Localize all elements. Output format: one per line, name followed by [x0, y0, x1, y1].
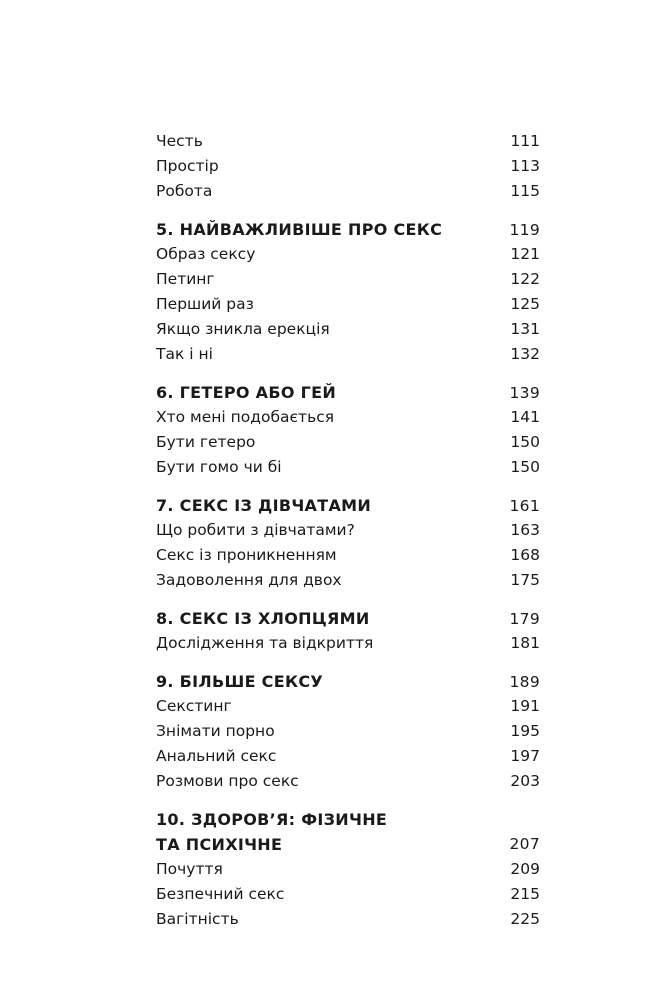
toc-entry-title: Задоволення для двох [156, 571, 342, 589]
toc-entry-title: Знімати порно [156, 722, 275, 740]
toc-entry-title: Анальний секс [156, 747, 277, 765]
toc-entry[interactable] [156, 543, 540, 568]
toc-entry-title: Секстинг [156, 697, 232, 715]
toc-entry-page: 115 [510, 182, 540, 200]
chapter-page: 179 [509, 610, 540, 628]
toc-entry-page: 113 [510, 157, 540, 175]
toc-entry-page: 163 [510, 521, 540, 539]
toc-chapter-7 [156, 493, 540, 593]
toc-entry-title: Безпечний секс [156, 885, 285, 903]
toc-entry-page: 225 [510, 910, 540, 928]
chapter-heading[interactable] [156, 380, 540, 405]
chapter-title-line-1: 10. ЗДОРОВ’Я: ФІЗИЧНЕ [156, 810, 388, 829]
toc-entry[interactable] [156, 154, 540, 179]
toc-entry[interactable] [156, 342, 540, 367]
toc-entry[interactable] [156, 518, 540, 543]
toc-entry[interactable] [156, 631, 540, 656]
toc-entry[interactable] [156, 455, 540, 480]
toc-entry[interactable] [156, 292, 540, 317]
toc-entry-page: 175 [510, 571, 540, 589]
chapter-title: 5. НАЙВАЖЛИВІШЕ ПРО СЕКС [156, 220, 443, 239]
toc-entry[interactable] [156, 857, 540, 882]
toc-entry[interactable] [156, 317, 540, 342]
toc-entry-title: Що робити з дівчатами? [156, 521, 355, 539]
toc-entry-title: Розмови про секс [156, 772, 299, 790]
chapter-title: 7. СЕКС ІЗ ДІВЧАТАМИ [156, 496, 372, 515]
toc-entry-page: 132 [510, 345, 540, 363]
toc-chapter-6 [156, 380, 540, 480]
toc-entry-page: 209 [510, 860, 540, 878]
toc-entry-page: 122 [510, 270, 540, 288]
toc-entry-title: Честь [156, 132, 203, 150]
toc-entry-page: 195 [510, 722, 540, 740]
toc-entry[interactable] [156, 769, 540, 794]
toc-entry-page: 215 [510, 885, 540, 903]
toc-entry[interactable] [156, 907, 540, 932]
toc-entry[interactable] [156, 744, 540, 769]
toc-entry-page: 121 [510, 245, 540, 263]
toc-entry[interactable] [156, 430, 540, 455]
toc-entry-title: Почуття [156, 860, 223, 878]
toc-entry-title: Бути гетеро [156, 433, 256, 451]
chapter-heading[interactable] [156, 669, 540, 694]
chapter-heading[interactable] [156, 807, 540, 857]
toc-entry-title: Образ сексу [156, 245, 256, 263]
toc-entry-page: 150 [510, 458, 540, 476]
chapter-title: 8. СЕКС ІЗ ХЛОПЦЯМИ [156, 609, 370, 628]
chapter-title [156, 807, 387, 857]
toc-entry-title: Вагітність [156, 910, 239, 928]
toc-entry[interactable] [156, 179, 540, 204]
toc-entry[interactable] [156, 882, 540, 907]
toc-entry-page: 168 [510, 546, 540, 564]
chapter-page: 207 [509, 835, 540, 853]
chapter-page: 189 [509, 673, 540, 691]
chapter-heading[interactable] [156, 217, 540, 242]
chapter-page: 139 [509, 384, 540, 402]
chapter-title-line-2: ТА ПСИХІЧНЕ [156, 835, 283, 854]
toc-entry-page: 150 [510, 433, 540, 451]
toc-entry-title: Якщо зникла ерекція [156, 320, 330, 338]
toc-entry[interactable] [156, 405, 540, 430]
toc-entry-title: Перший раз [156, 295, 254, 313]
toc-entry-title: Дослідження та відкриття [156, 634, 374, 652]
toc-entry-title: Бути гомо чи бі [156, 458, 282, 476]
toc-entry-page: 203 [510, 772, 540, 790]
toc-chapter-5 [156, 217, 540, 367]
toc-entry-page: 181 [510, 634, 540, 652]
toc-chapter-9 [156, 669, 540, 794]
toc-entry[interactable] [156, 719, 540, 744]
toc-entry-title: Простір [156, 157, 219, 175]
toc-entry-page: 131 [510, 320, 540, 338]
toc-entry[interactable] [156, 242, 540, 267]
toc-entry-title: Секс із проникненням [156, 546, 337, 564]
toc-chapter-10 [156, 807, 540, 932]
toc-entry-page: 197 [510, 747, 540, 765]
toc-entry-title: Хто мені подобається [156, 408, 335, 426]
toc-entry-title: Так і ні [156, 345, 213, 363]
toc-entry-page: 191 [510, 697, 540, 715]
chapter-heading[interactable] [156, 606, 540, 631]
toc-entry-page: 141 [510, 408, 540, 426]
toc-entry-page: 111 [510, 132, 540, 150]
toc-intro-section [156, 129, 540, 204]
chapter-title: 6. ГЕТЕРО АБО ГЕЙ [156, 383, 337, 402]
table-of-contents [156, 129, 540, 932]
chapter-title: 9. БІЛЬШЕ СЕКСУ [156, 672, 324, 691]
toc-entry-title: Петинг [156, 270, 215, 288]
chapter-page: 119 [509, 221, 540, 239]
toc-entry[interactable] [156, 267, 540, 292]
toc-entry[interactable] [156, 694, 540, 719]
toc-entry-page: 125 [510, 295, 540, 313]
chapter-heading[interactable] [156, 493, 540, 518]
toc-entry[interactable] [156, 129, 540, 154]
toc-entry[interactable] [156, 568, 540, 593]
toc-entry-title: Робота [156, 182, 213, 200]
toc-chapter-8 [156, 606, 540, 656]
chapter-page: 161 [509, 497, 540, 515]
